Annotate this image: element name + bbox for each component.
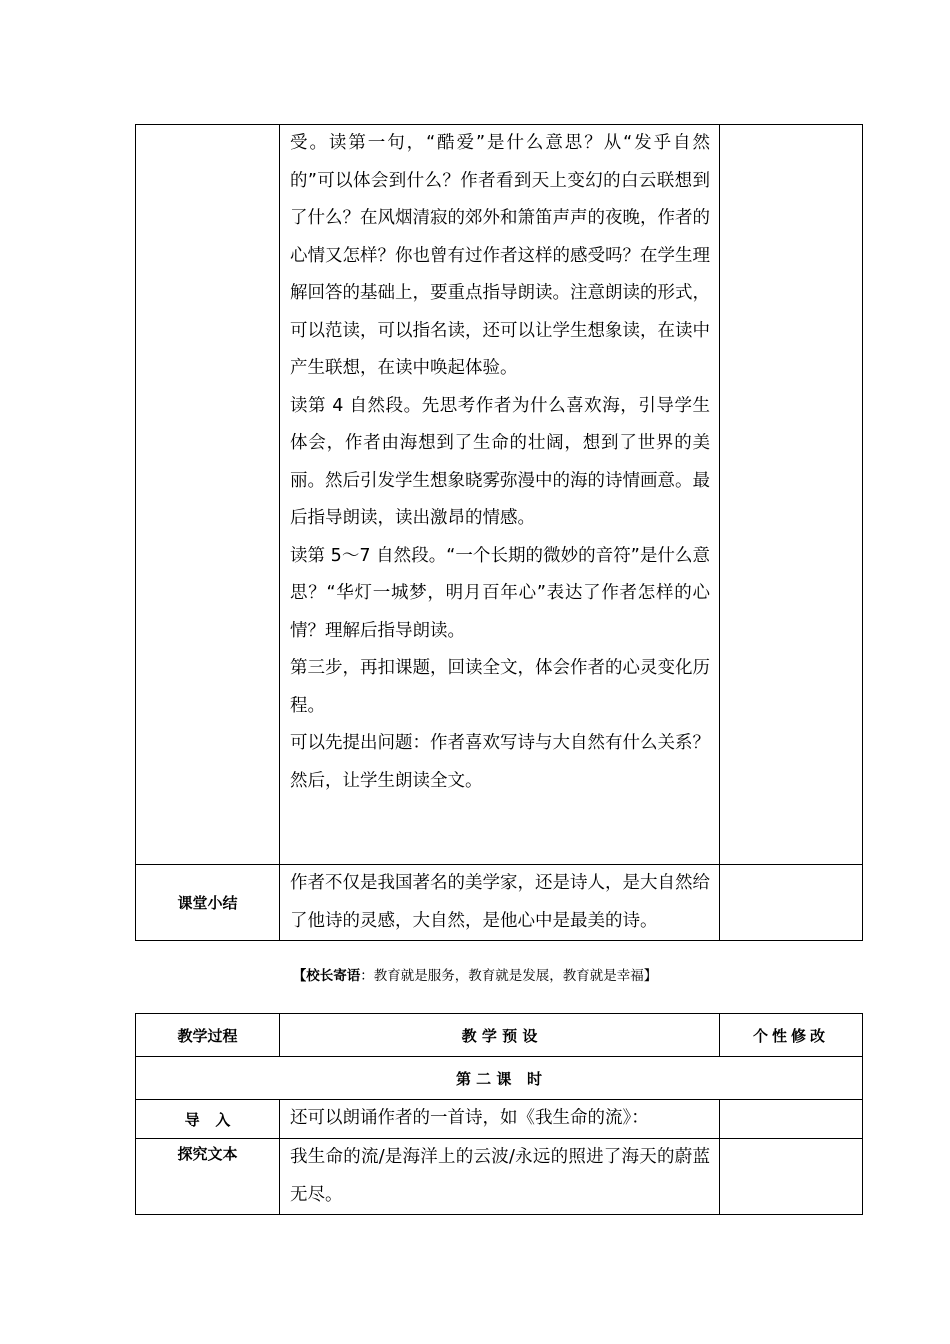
- principal-motto: [0, 964, 950, 984]
- paragraph: 受。读第一句，“酷爱”是什么意思？从“发乎自然的”可以体会到什么？作者看到天上变幻的白云联想到了什么？在风烟清寂的郊外和箫笛声声的夜晚，作者的心情又怎样？你也曾有过作者这样的感受吗？在学生理解回答的基础上，要重点指导朗读。注意朗读的形式，可以范读，可以指名读，还可以让学生想象读，在读中产生联想，在读中唤起体验。: [290, 133, 710, 378]
- revision-cell: [720, 1100, 863, 1139]
- summary-cell: [280, 865, 720, 941]
- section-cell: [136, 1057, 863, 1100]
- row-text: 我生命的流/是海洋上的云波/永远的照进了海天的蔚蓝无尽。: [290, 1147, 710, 1205]
- lesson-table: [135, 1013, 863, 1215]
- header-cell: [280, 1014, 720, 1057]
- revision-cell: [720, 865, 863, 941]
- table-row: [136, 1139, 863, 1215]
- content-cell: [280, 125, 720, 865]
- summary-label: 课堂小结: [177, 894, 238, 912]
- paragraph: 第三步，再扣课题，回读全文，体会作者的心灵变化历程。: [290, 658, 710, 716]
- summary-label-cell: [136, 865, 280, 941]
- paragraph: 可以先提出问题：作者喜欢写诗与大自然有什么关系？然后，让学生朗读全文。: [290, 733, 710, 791]
- row-label-cell: [136, 1100, 280, 1139]
- header-cell: [720, 1014, 863, 1057]
- header-row: [136, 1014, 863, 1057]
- lesson-table-continued: [135, 124, 863, 941]
- header-preset: 教 学 预 设: [461, 1026, 538, 1045]
- table-row: [136, 1100, 863, 1139]
- header-process: 教学过程: [177, 1026, 238, 1045]
- header-cell: [136, 1014, 280, 1057]
- section-title: 第 二 课 时: [455, 1069, 543, 1088]
- row-content-cell: [280, 1100, 720, 1139]
- row-label: 导 入: [184, 1110, 231, 1129]
- section-row: [136, 1057, 863, 1100]
- motto-bold: 【校长寄语: [292, 968, 361, 984]
- table-row: [136, 125, 863, 865]
- process-cell-empty: [136, 125, 280, 865]
- row-label-cell: [136, 1139, 280, 1215]
- paragraph: 读第 5～7 自然段。“一个长期的微妙的音符”是什么意思？“华灯一城梦，明月百年心”表达了作者怎样的心情？理解后指导朗读。: [290, 545, 710, 641]
- header-revision: 个性修改: [752, 1026, 829, 1045]
- motto-text: ：教育就是服务，教育就是发展，教育就是幸福】: [360, 968, 658, 984]
- table-row: [136, 865, 863, 941]
- summary-text: 作者不仅是我国著名的美学家，还是诗人，是大自然给了他诗的灵感，大自然，是他心中是最美的诗。: [290, 873, 710, 931]
- paragraph: 读第 4 自然段。先思考作者为什么喜欢海，引导学生体会，作者由海想到了生命的壮阔，想到了世界的美丽。然后引发学生想象晓雾弥漫中的海的诗情画意。最后指导朗读，读出激昂的情感。: [290, 395, 710, 528]
- row-text: 还可以朗诵作者的一首诗，如《我生命的流》：: [290, 1108, 649, 1128]
- content-text: [280, 125, 719, 800]
- revision-cell: [720, 125, 863, 865]
- row-label: 探究文本: [177, 1145, 238, 1163]
- revision-cell: [720, 1139, 863, 1215]
- row-content-cell: [280, 1139, 720, 1215]
